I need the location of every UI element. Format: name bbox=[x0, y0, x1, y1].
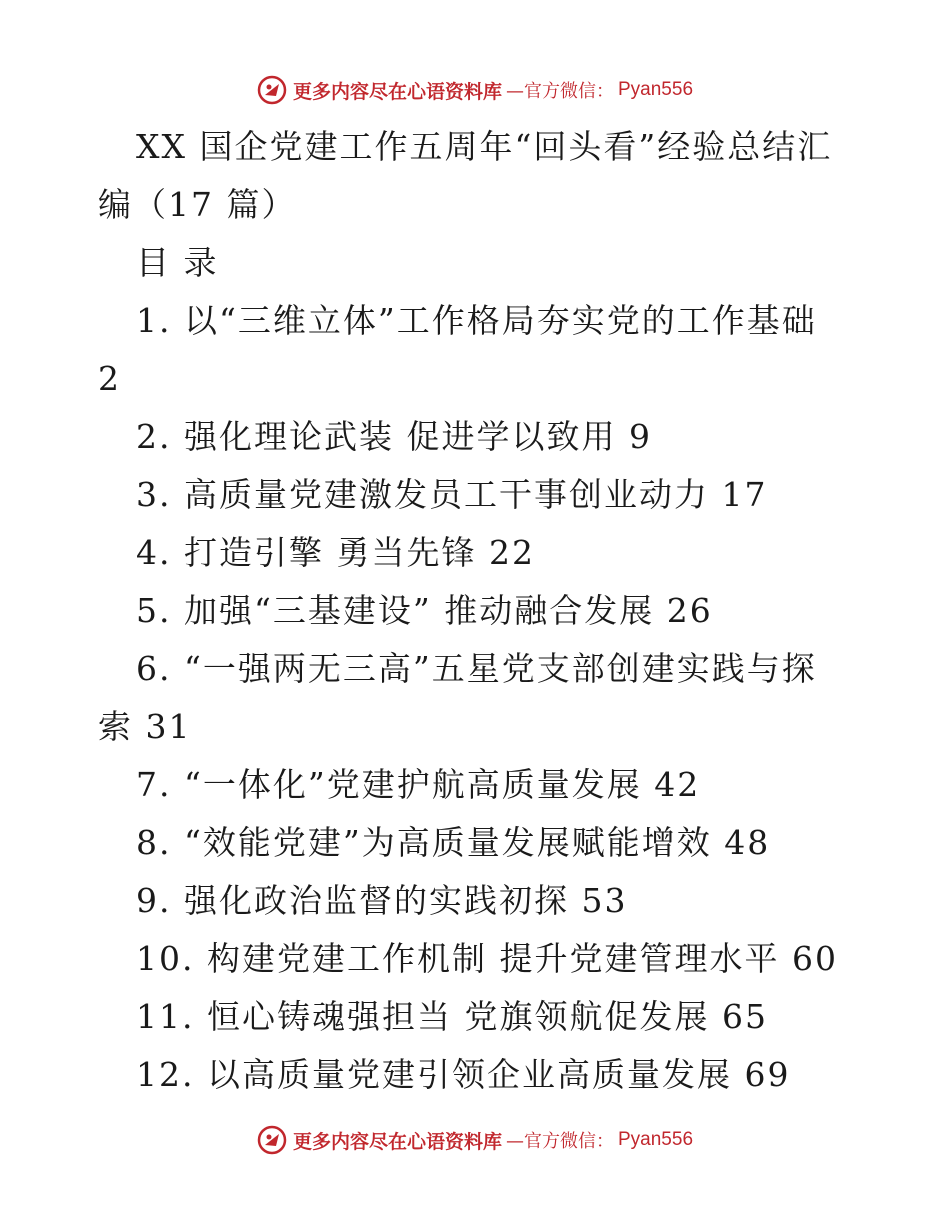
toc-item-3[interactable]: 3. 高质量党建激发员工干事创业动力 17 bbox=[136, 475, 768, 514]
toc-item-10[interactable]: 10. 构建党建工作机制 提升党建管理水平 60 bbox=[136, 939, 838, 978]
toc-item-1[interactable]: 1. 以“三维立体”工作格局夯实党的工作基础 bbox=[136, 301, 817, 340]
toc-item-5[interactable]: 5. 加强“三基建设” 推动融合发展 26 bbox=[136, 591, 713, 630]
toc-item-7[interactable]: 7. “一体化”党建护航高质量发展 42 bbox=[136, 765, 701, 804]
watermark-official-text: —官方微信： bbox=[506, 1131, 614, 1152]
watermark-wechat-id: Pyan556 bbox=[618, 1129, 694, 1150]
document-title-line2: 编（17 篇） bbox=[98, 185, 297, 224]
toc-item-6-continued: 索 31 bbox=[98, 707, 192, 746]
toc-heading: 目 录 bbox=[136, 243, 219, 282]
toc-item-6[interactable]: 6. “一强两无三高”五星党支部创建实践与探 bbox=[136, 649, 817, 688]
logo-icon bbox=[257, 75, 287, 105]
watermark-banner-top bbox=[0, 70, 950, 110]
watermark-site-text: 更多内容尽在心语资料库 bbox=[292, 1130, 502, 1153]
watermark-official-text: —官方微信： bbox=[506, 81, 614, 102]
toc-item-12[interactable]: 12. 以高质量党建引领企业高质量发展 69 bbox=[136, 1055, 791, 1094]
toc-item-4[interactable]: 4. 打造引擎 勇当先锋 22 bbox=[136, 533, 535, 572]
document-title-line1: XX 国企党建工作五周年“回头看”经验总结汇 bbox=[136, 127, 833, 166]
logo-icon bbox=[257, 1125, 287, 1155]
toc-item-11[interactable]: 11. 恒心铸魂强担当 党旗领航促发展 65 bbox=[136, 997, 768, 1036]
watermark-wechat-id: Pyan556 bbox=[618, 79, 694, 100]
toc-item-9[interactable]: 9. 强化政治监督的实践初探 53 bbox=[136, 881, 628, 920]
watermark-site-text: 更多内容尽在心语资料库 bbox=[292, 80, 502, 103]
toc-item-8[interactable]: 8. “效能党建”为高质量发展赋能增效 48 bbox=[136, 823, 771, 862]
toc-item-1-page: 2 bbox=[98, 359, 121, 398]
watermark-banner-bottom bbox=[0, 1120, 950, 1160]
document-body bbox=[98, 118, 840, 1104]
toc-item-2[interactable]: 2. 强化理论武装 促进学以致用 9 bbox=[136, 417, 652, 456]
